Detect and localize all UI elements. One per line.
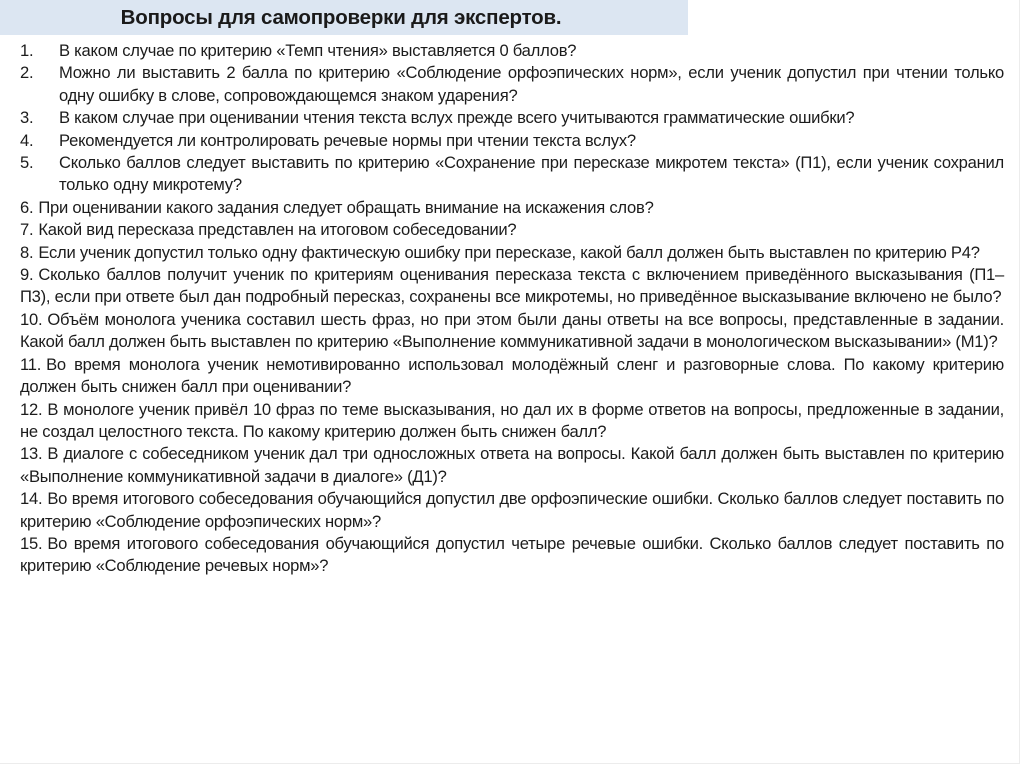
question-number: 7. (20, 220, 34, 240)
question-text: Во время итогового собеседования обучающийся допустил четыре речевые ошибки. Сколько баллов следует поставить по критерию «Соблюдение речевых норм»? (20, 533, 1004, 576)
question-number: 13. (20, 444, 43, 464)
question-item-10 (20, 309, 1004, 354)
question-text: Рекомендуется ли контролировать речевые нормы при чтении текста вслух? (59, 130, 636, 150)
question-item-14 (20, 488, 1004, 533)
question-number: 15. (20, 533, 43, 553)
question-item-9 (20, 264, 1004, 309)
question-number: 3. (20, 108, 34, 128)
question-text: Во время итогового собеседования обучающийся допустил две орфоэпические ошибки. Сколько баллов следует поставить по критерию «Соблюдение орфоэпических норм»? (20, 489, 1004, 531)
question-text: Сколько баллов получит ученик по критериям оценивания пересказа текста с включением приведённого высказывания (П1–П3), если при ответе был дан подробный пересказ, сохранены все микротемы, но приведённое высказывание включено не было? (20, 265, 1004, 307)
question-text: В каком случае при оценивании чтения текста вслух прежде всего учитываются грамматические ошибки? (59, 108, 855, 128)
question-text: Какой вид пересказа представлен на итоговом собеседовании? (38, 220, 517, 240)
question-number: 6. (20, 197, 34, 217)
question-item-7 (20, 219, 1004, 241)
question-number: 9. (20, 265, 34, 285)
question-text: Во время монолога ученик немотивированно использовал молодёжный сленг и разговорные слова. По какому критерию должен быть снижен балл при оценивании? (20, 354, 1004, 397)
question-text: Сколько баллов следует выставить по критерию «Сохранение при пересказе микротем текста» (П1), если ученик сохранил только одну микротему? (59, 153, 1004, 195)
question-text: В монологе ученик привёл 10 фраз по теме высказывания, но дал их в форме ответов на вопросы, предложенные в задании, не создал целостного текста. По какому критерию должен быть снижен балл? (20, 399, 1004, 441)
title-band (0, 0, 688, 35)
question-number: 8. (20, 242, 34, 262)
question-number: 2. (20, 63, 34, 83)
question-list (20, 40, 1004, 578)
question-item-2 (20, 62, 1004, 107)
question-item-6 (20, 197, 1004, 219)
question-item-8 (20, 242, 1004, 264)
question-text: Можно ли выставить 2 балла по критерию «Соблюдение орфоэпических норм», если ученик допустил при чтении только одну ошибку в слове, сопровождающемся знаком ударения? (59, 63, 1004, 105)
question-number: 5. (20, 153, 34, 173)
question-item-5 (20, 152, 1004, 197)
question-number: 10. (20, 309, 43, 329)
question-text: Объём монолога ученика составил шесть фраз, но при этом были даны ответы на все вопросы, представленные в задании. Какой балл должен быть выставлен по критерию «Выполнение коммуникативной задачи в монологическом высказывании» (М1)? (20, 309, 1004, 352)
question-item-15 (20, 533, 1004, 578)
question-item-1 (20, 40, 1004, 62)
question-item-13 (20, 443, 1004, 488)
question-text: При оценивании какого задания следует обращать внимание на искажения слов? (38, 197, 654, 217)
question-item-4 (20, 130, 1004, 152)
page-title: Вопросы для самопроверки для экспертов. (120, 5, 562, 29)
question-item-12 (20, 399, 1004, 444)
question-number: 12. (20, 399, 43, 419)
question-number: 4. (20, 130, 34, 150)
question-text: В диалоге с собеседником ученик дал три односложных ответа на вопросы. Какой балл должен быть выставлен по критерию «Выполнение коммуникативной задачи в диалоге» (Д1)? (20, 444, 1004, 486)
question-item-3 (20, 107, 1004, 129)
question-item-11 (20, 354, 1004, 399)
question-text: Если ученик допустил только одну фактическую ошибку при пересказе, какой балл должен быть выставлен по критерию Р4? (38, 242, 980, 262)
question-number: 11. (20, 354, 42, 374)
question-text: В каком случае по критерию «Темп чтения» выставляется 0 баллов? (59, 41, 577, 60)
question-number: 14. (20, 489, 43, 509)
question-number: 1. (20, 41, 34, 60)
